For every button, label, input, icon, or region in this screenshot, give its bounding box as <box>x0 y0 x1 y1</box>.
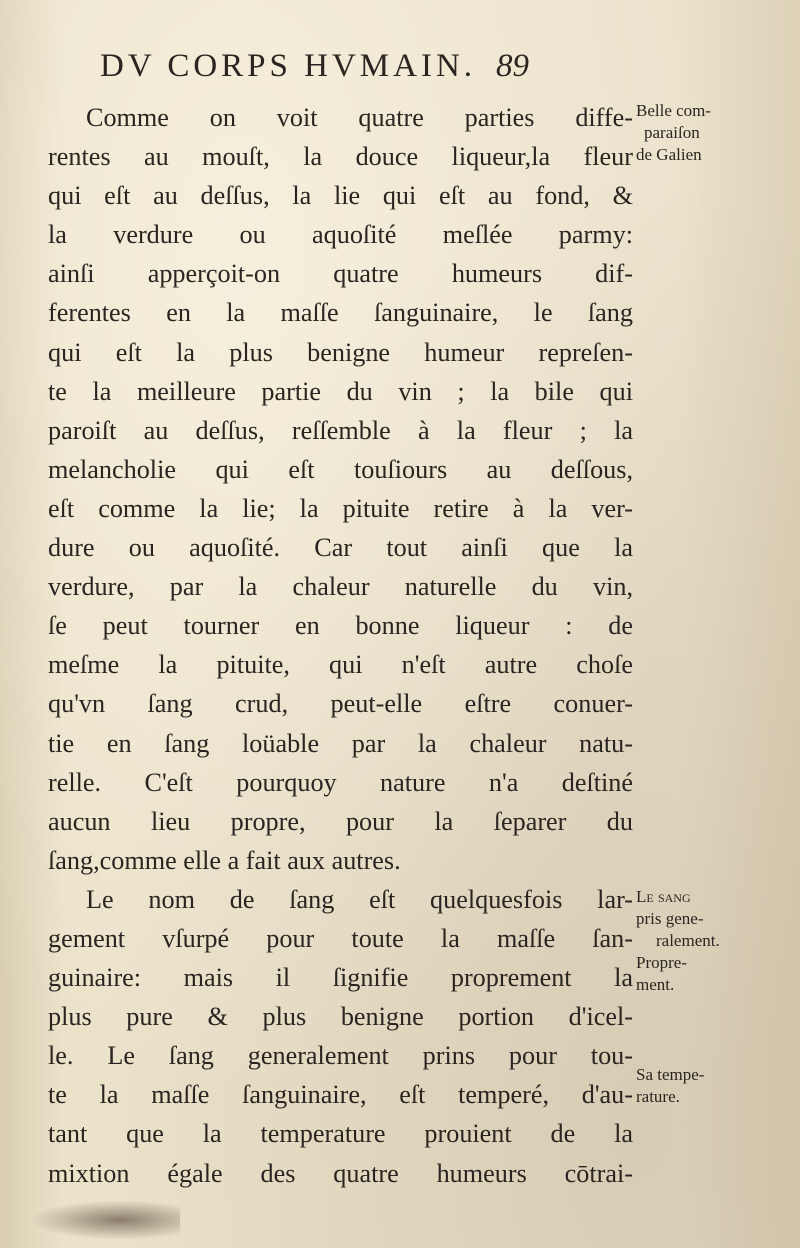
header-title: DV CORPS HVMAIN. <box>100 48 477 84</box>
margin-note-line: Sa tempe- <box>636 1065 705 1084</box>
text-line: ainſi apperçoit-on quatre humeurs dif- <box>48 259 633 289</box>
text-line: Comme on voit quatre parties diffe- <box>86 103 633 132</box>
text-line: ſang,comme elle a fait aux autres. <box>48 845 401 875</box>
text-line: meſme la pituite, qui n'eſt autre choſe <box>48 650 633 680</box>
margin-note-line: rature. <box>636 1087 680 1106</box>
text-line: plus pure & plus benigne portion d'icel- <box>48 1002 633 1032</box>
text-line: aucun lieu propre, pour la ſeparer du <box>48 806 633 836</box>
page-number: 89 <box>496 48 530 84</box>
text-line: guinaire: mais il ſignifie proprement la <box>48 963 633 993</box>
margin-note-line: de Galien <box>636 145 702 164</box>
text-line: mixtion égale des quatre humeurs cōtrai- <box>48 1158 633 1188</box>
text-line: te la maſſe ſanguinaire, eſt temperé, d'au- <box>48 1080 633 1110</box>
text-line: ſe peut tourner en bonne liqueur : de <box>48 611 633 641</box>
margin-note-comparison <box>636 100 711 166</box>
text-line: la verdure ou aquoſité meſlée parmy: <box>48 220 633 250</box>
text-line: qui eſt la plus benigne humeur repreſen- <box>48 337 633 367</box>
text-line: dure ou aquoſité. Car tout ainſi que la <box>48 533 633 563</box>
text-line: gement vſurpé pour toute la maſſe ſan- <box>48 923 633 953</box>
margin-note-line: ment. <box>636 975 675 994</box>
ink-stain <box>30 1200 180 1240</box>
text-line: qu'vn ſang crud, peut-elle eſtre conuer- <box>48 689 633 719</box>
margin-note-sang <box>636 886 720 996</box>
text-line: eſt comme la lie; la pituite retire à la ver- <box>48 493 633 523</box>
text-line: qui eſt au deſſus, la lie qui eſt au fond, & <box>48 181 633 211</box>
text-line: verdure, par la chaleur naturelle du vin, <box>48 572 633 602</box>
text-line: tie en ſang loüable par la chaleur natu- <box>48 728 633 758</box>
text-line: relle. C'eſt pourquoy nature n'a deſtiné <box>48 767 633 797</box>
running-header <box>100 48 529 85</box>
text-line: ferentes en la maſſe ſanguinaire, le ſang <box>48 298 633 328</box>
text-line: te la meilleure partie du vin ; la bile qui <box>48 376 633 406</box>
margin-note-line: pris gene- <box>636 909 704 928</box>
text-line: Le nom de ſang eſt quelquesfois lar- <box>86 884 633 914</box>
text-line: melancholie qui eſt touſiours au deſſous, <box>48 454 633 484</box>
margin-note-line: Propre- <box>636 953 687 972</box>
margin-note-line: ralement. <box>656 931 720 950</box>
margin-note-line: Belle com- <box>636 101 712 120</box>
margin-note-line: paraiſon <box>644 123 700 142</box>
margin-note-line: Le sang <box>636 887 691 906</box>
text-line: rentes au mouſt, la douce liqueur,la fleur <box>48 142 633 172</box>
margin-note-temperature <box>636 1064 704 1108</box>
text-line: paroiſt au deſſus, reſſemble à la fleur ; la <box>48 415 633 445</box>
text-line: tant que la temperature prouient de la <box>48 1119 633 1149</box>
body-text <box>48 98 633 1193</box>
text-line: le. Le ſang generalement prins pour tou- <box>48 1041 633 1071</box>
